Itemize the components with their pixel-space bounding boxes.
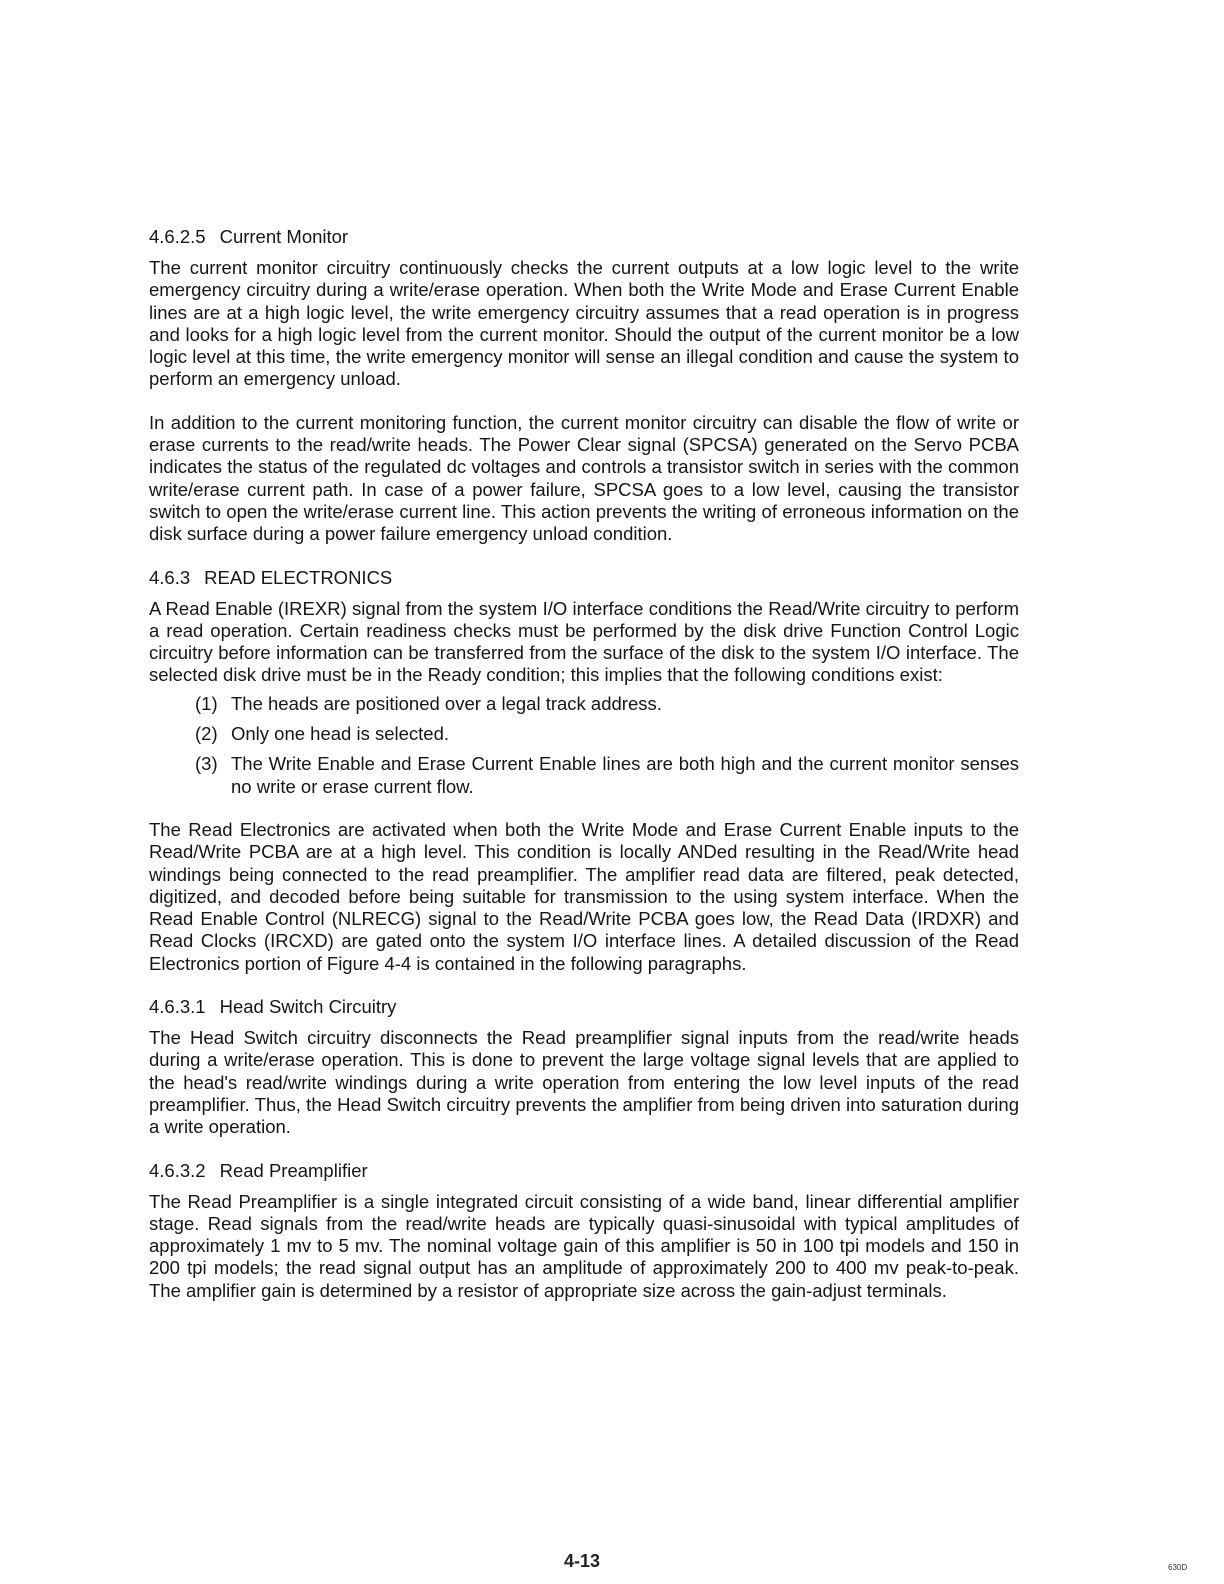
list-item-text: Only one head is selected. bbox=[231, 723, 450, 745]
section-heading-read-electronics bbox=[149, 567, 1019, 589]
paragraph: The current monitor circuitry continuously checks the current outputs at a low logic level to the write emergency circuitry during a write/erase operation. When both the Write Mode and Erase Current Enable lines are at a high logic level, the write emergency circuitry assumes that a read operation is in progress and looks for a high logic level from the current monitor. Should the output of the current monitor be a low logic level at this time, the write emergency monitor will sense an illegal condition and cause the system to perform an emergency unload. bbox=[149, 257, 1019, 390]
document-code: 630D bbox=[1168, 1563, 1188, 1572]
section-title: Head Switch Circuitry bbox=[219, 996, 397, 1018]
section-heading-current-monitor bbox=[149, 226, 1019, 248]
section-title: READ ELECTRONICS bbox=[204, 566, 393, 588]
section-number: 4.6.2.5 bbox=[149, 226, 206, 247]
section-title: Read Preamplifier bbox=[219, 1159, 368, 1181]
list-item bbox=[195, 723, 1019, 745]
section-heading-head-switch bbox=[149, 996, 1019, 1018]
list-marker: (3) bbox=[195, 753, 218, 775]
section-number: 4.6.3.2 bbox=[149, 1159, 206, 1181]
conditions-list bbox=[149, 693, 1019, 798]
section-number: 4.6.3 bbox=[149, 566, 191, 588]
list-marker: (1) bbox=[195, 692, 218, 714]
list-item-text: The heads are positioned over a legal track address. bbox=[231, 692, 662, 714]
list-item bbox=[195, 693, 1019, 715]
list-item bbox=[195, 753, 1019, 798]
list-item-text: The Write Enable and Erase Current Enable lines are both high and the current monitor senses no write or erase current flow. bbox=[231, 753, 1019, 797]
page-number: 4-13 bbox=[564, 1551, 601, 1571]
list-marker: (2) bbox=[195, 723, 218, 745]
paragraph: A Read Enable (IREXR) signal from the system I/O interface conditions the Read/Write circuitry to perform a read operation. Certain readiness checks must be performed by the disk drive Function Control Logic circuitry before information can be transferred from the surface of the disk to the system I/O interface. The selected disk drive must be in the Ready condition; this implies that the following conditions exist: bbox=[149, 597, 1019, 686]
section-heading-read-preamplifier bbox=[149, 1160, 1019, 1182]
paragraph: In addition to the current monitoring function, the current monitor circuitry can disable the flow of write or erase currents to the read/write heads. The Power Clear signal (SPCSA) generated on the Servo PCBA indicates the status of the regulated dc voltages and controls a transistor switch in series with the common write/erase current path. In case of a power failure, SPCSA goes to a low level, causing the transistor switch to open the write/erase current line. This action prevents the writing of erroneous information on the disk surface during a power failure emergency unload condition. bbox=[149, 411, 1019, 545]
section-title: Current Monitor bbox=[219, 226, 349, 247]
paragraph: The Read Electronics are activated when both the Write Mode and Erase Current Enable inputs to the Read/Write PCBA are at a high level. This condition is locally ANDed resulting in the Read/Write head windings being connected to the read preamplifier. The amplifier read data are filtered, peak detected, digitized, and decoded before being suitable for transmission to the using system interface. When the Read Enable Control (NLRECG) signal to the Read/Write PCBA goes low, the Read Data (IRDXR) and Read Clocks (IRCXD) are gated onto the system I/O interface lines. A detailed discussion of the Read Electronics portion of Figure 4-4 is contained in the following paragraphs. bbox=[149, 818, 1019, 974]
paragraph: The Read Preamplifier is a single integrated circuit consisting of a wide band, linear differential amplifier stage. Read signals from the read/write heads are typically quasi-sinusoidal with typical amplitudes of approximately 1 mv to 5 mv. The nominal voltage gain of this amplifier is 50 in 100 tpi models and 150 in 200 tpi models; the read signal output has an amplitude of approximately 200 to 400 mv peak-to-peak. The amplifier gain is determined by a resistor of appropriate size across the gain-adjust terminals. bbox=[149, 1190, 1019, 1301]
section-number: 4.6.3.1 bbox=[149, 996, 206, 1018]
document-page bbox=[149, 226, 1019, 1302]
paragraph: The Head Switch circuitry disconnects the Read preamplifier signal inputs from the read/write heads during a write/erase operation. This is done to prevent the large voltage signal levels that are applied to the head's read/write windings during a write operation from entering the low level inputs of the read preamplifier. Thus, the Head Switch circuitry prevents the amplifier from being driven into saturation during a write operation. bbox=[149, 1027, 1019, 1138]
